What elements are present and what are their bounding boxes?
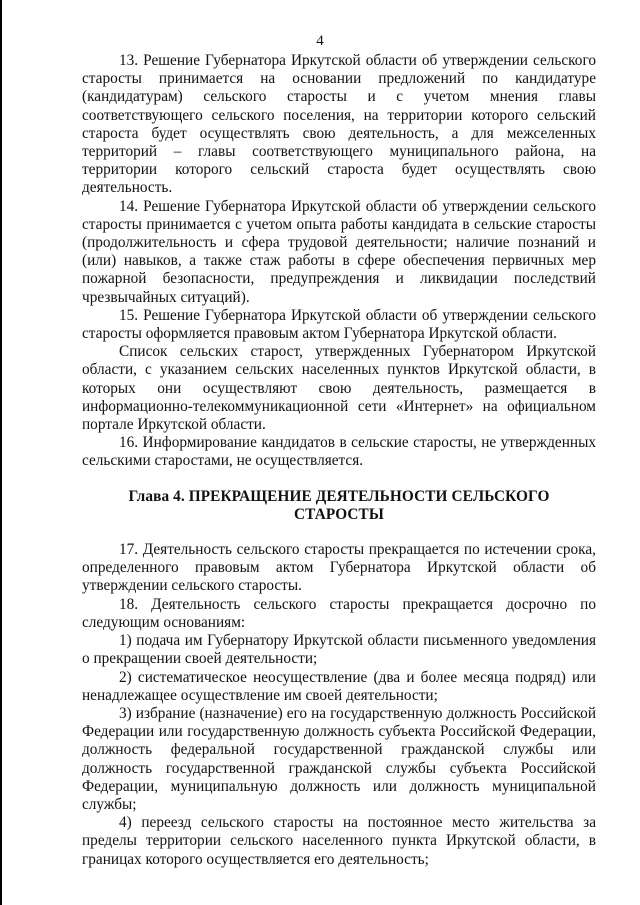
- list-item-2: 2) систематическое неосуществление (два и более месяца подряд) или ненадлежащее осуществление им своей деятельности;: [82, 668, 596, 704]
- paragraph-16: 16. Информирование кандидатов в сельские старосты, не утвержденных сельскими старостами, не осуществляется.: [82, 434, 596, 470]
- paragraph-17: 17. Деятельность сельского старосты прекращается по истечении срока, определенного правовым актом Губернатора Иркутской области об утверждении сельского старосты.: [82, 541, 596, 595]
- scan-edge-line: [0, 0, 2, 905]
- page-number: 4: [316, 33, 324, 49]
- paragraph-list-of-elders: Список сельских старост, утвержденных Губернатором Иркутской области, с указанием сельских населенных пунктов Иркутской области, в которых они осуществляют свою деятельность, размещается в информационно-телекоммуникационной сети «Интернет» на официальном портале Иркутской области.: [82, 343, 596, 434]
- paragraph-13: 13. Решение Губернатора Иркутской области об утверждении сельского старосты принимается на основании предложений по кандидатуре (кандидатурам) сельского старосты и с учетом мнения главы соответствующего сельского поселения, на территории которого сельский староста будет осуществлять свою деятельность, а для межселенных территорий – главы соответствующего муниципального района, на территории которого сельский староста будет осуществлять свою деятельность.: [82, 52, 596, 197]
- list-item-4: 4) переезд сельского старосты на постоянное место жительства за пределы территории сельского населенного пункта Иркутской области, в границах которого осуществляется его деятельность;: [82, 814, 596, 868]
- document-body: [82, 52, 596, 869]
- paragraph-15: 15. Решение Губернатора Иркутской области об утверждении сельского старосты оформляется правовым актом Губернатора Иркутской области.: [82, 306, 596, 343]
- list-item-3: 3) избрание (назначение) его на государственную должность Российской Федерации или государственную должность субъекта Российской Федерации, должность федеральной государственной гражданской службы или должность государственной гражданской службы субъекта Российской Федерации, муниципальную должность или должность муниципальной службы;: [82, 704, 596, 813]
- chapter-heading: Глава 4. ПРЕКРАЩЕНИЕ ДЕЯТЕЛЬНОСТИ СЕЛЬСКОГО СТАРОСТЫ: [128, 487, 550, 523]
- paragraph-14: 14. Решение Губернатора Иркутской области об утверждении сельского старосты принимается с учетом опыта работы кандидата в сельские старосты (продолжительность и сфера трудовой деятельности; наличие познаний и (или) навыков, а также стаж работы в сфере обеспечения первичных мер пожарной безопасности, предупреждения и ликвидации последствий чрезвычайных ситуаций).: [82, 197, 596, 306]
- paragraph-18: 18. Деятельность сельского старосты прекращается досрочно по следующим основаниям:: [82, 595, 596, 631]
- list-item-1: 1) подача им Губернатору Иркутской области письменного уведомления о прекращении своей деятельности;: [82, 632, 596, 668]
